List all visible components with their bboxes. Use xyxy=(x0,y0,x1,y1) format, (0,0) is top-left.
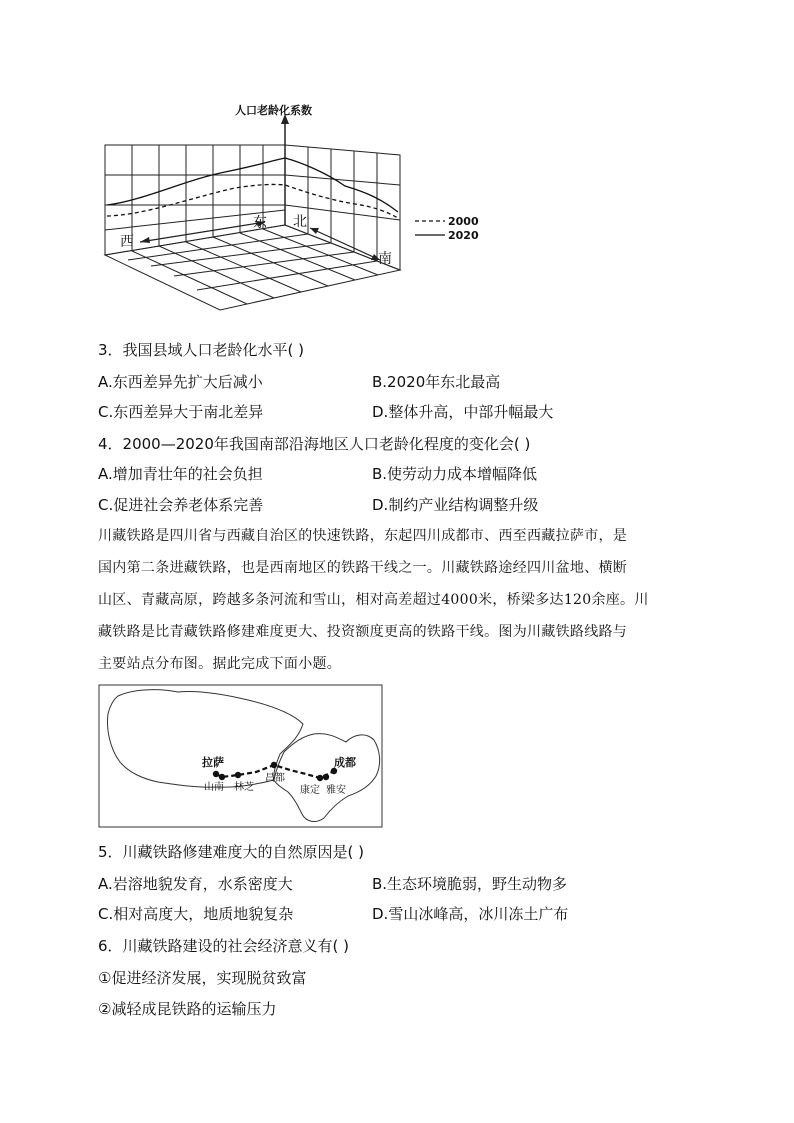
q5-option-a[interactable]: A.岩溶地貌发育，水系密度大 xyxy=(98,875,293,893)
legend-2000: 2000 xyxy=(448,215,479,228)
q6-stem: 6．川藏铁路建设的社会经济意义有( ) xyxy=(98,937,350,955)
legend-2020: 2020 xyxy=(448,229,479,242)
label-chengdu: 成都 xyxy=(334,756,356,769)
q3-option-b[interactable]: B.2020年东北最高 xyxy=(372,373,501,391)
dir-south-label: 南 xyxy=(378,251,392,267)
passage-line: 藏铁路是比青藏铁路修建难度更大、投资额度更高的铁路干线。图为川藏铁路线路与 xyxy=(98,624,628,640)
q3-stem: 3．我国县域人口老龄化水平( ) xyxy=(98,341,305,359)
label-changdu: 昌都 xyxy=(265,773,285,784)
station-kangding xyxy=(317,775,323,781)
q4-option-b[interactable]: B.使劳动力成本增幅降低 xyxy=(372,465,538,483)
q5-stem: 5．川藏铁路修建难度大的自然原因是( ) xyxy=(98,843,365,861)
label-lhasa: 拉萨 xyxy=(202,756,224,769)
q5-option-d[interactable]: D.雪山冰峰高，冰川冻土广布 xyxy=(372,905,569,923)
passage-line: 主要站点分布图。据此完成下面小题。 xyxy=(98,656,342,672)
q4-stem: 4．2000—2020年我国南部沿海地区人口老龄化程度的变化会( ) xyxy=(98,435,531,453)
label-shannan: 山南 xyxy=(204,782,224,793)
q4-option-c[interactable]: C.促进社会养老体系完善 xyxy=(98,496,264,514)
label-yaan: 雅安 xyxy=(326,785,346,796)
y-axis-label: 人口老龄化系数 xyxy=(235,104,312,117)
q3-option-a[interactable]: A.东西差异先扩大后减小 xyxy=(98,373,263,391)
station-changdu xyxy=(271,762,277,768)
station-lhasa xyxy=(213,771,219,777)
dir-east-label: 东 xyxy=(253,215,267,231)
q4-option-d[interactable]: D.制约产业结构调整升级 xyxy=(372,496,539,514)
q3-option-d[interactable]: D.整体升高，中部升幅最大 xyxy=(372,403,554,421)
q6-item-1: ①促进经济发展，实现脱贫致富 xyxy=(98,969,307,987)
label-kangding: 康定 xyxy=(300,785,320,796)
passage-line: 川藏铁路是四川省与西藏自治区的快速铁路，东起四川成都市、西至西藏拉萨市，是 xyxy=(98,528,628,544)
station-yaan xyxy=(323,774,329,780)
q3-option-c[interactable]: C.东西差异大于南北差异 xyxy=(98,403,264,421)
q5-option-c[interactable]: C.相对高度大，地质地貌复杂 xyxy=(98,905,294,923)
dir-north-label: 北 xyxy=(293,214,307,230)
railway-map-figure xyxy=(98,684,388,830)
station-shannan xyxy=(219,774,225,780)
q4-option-a[interactable]: A.增加青壮年的社会负担 xyxy=(98,465,263,483)
passage-line: 山区、青藏高原，跨越多条河流和雪山，相对高差超过4000米，桥梁多达120余座。川 xyxy=(98,592,649,608)
q6-item-2: ②减轻成昆铁路的运输压力 xyxy=(98,1000,277,1018)
passage-line: 国内第二条进藏铁路，也是西南地区的铁路干线之一。川藏铁路途经四川盆地、横断 xyxy=(98,560,628,576)
aging-3d-figure xyxy=(95,100,495,320)
station-linzhi xyxy=(235,772,241,778)
q5-option-b[interactable]: B.生态环境脆弱，野生动物多 xyxy=(372,875,568,893)
dir-west-label: 西 xyxy=(120,234,134,250)
label-linzhi: 林芝 xyxy=(234,782,254,793)
